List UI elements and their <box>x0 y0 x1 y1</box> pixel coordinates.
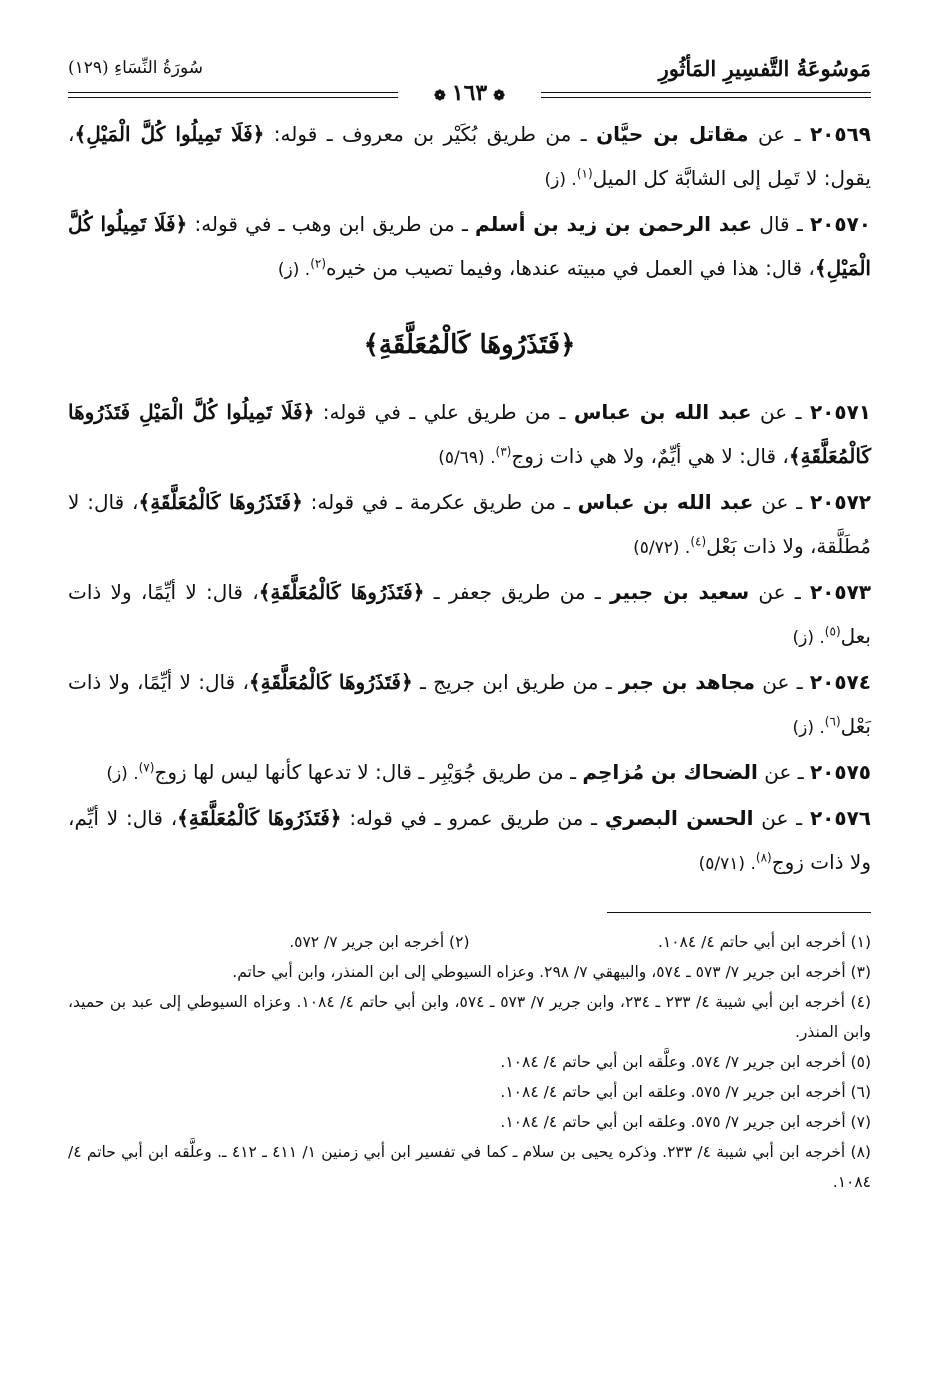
narrator: عبد الله بن عباس <box>577 490 754 514</box>
entry-text: ، قال: لا أيِّم، ولا ذات زوج <box>68 806 871 874</box>
verse-ref: (١٢٩) <box>68 58 109 78</box>
source-ref: . (٥/٦٩) <box>438 448 496 468</box>
header-rule-left <box>68 92 398 98</box>
narrator: الحسن البصري <box>604 806 754 830</box>
source-ref: . (ز) <box>544 170 577 190</box>
footnote-6: (٦) أخرجه ابن جرير ٧/ ٥٧٥. وعلقه ابن أبي حاتم ٤/ ١٠٨٤. <box>500 1083 871 1101</box>
entry-number: ٢٠٥٧٠ <box>809 212 871 236</box>
entry-text: ـ عن <box>748 122 810 146</box>
surah-label <box>68 58 203 78</box>
footnote-5: (٥) أخرجه ابن جرير ٧/ ٥٧٤. وعلَّقه ابن أبي حاتم ٤/ ١٠٨٤. <box>500 1053 871 1071</box>
narrator: مقاتل بن حيَّان <box>596 122 749 146</box>
entry-number: ٢٠٥٧٤ <box>809 670 871 694</box>
footnote-marker[interactable]: (٥) <box>824 624 841 639</box>
entry-text: ـ من طريق علي ـ في قوله: <box>314 400 574 424</box>
page-number: ١٦٣ <box>451 80 488 106</box>
entry-text: ـ عن <box>757 760 810 784</box>
quran-quote: ﴿فَلَا تَمِيلُوا كُلَّ الْمَيْلِ﴾ <box>74 122 265 146</box>
entry-number: ٢٠٥٧٣ <box>809 580 871 604</box>
source-ref: . (٥/٧١) <box>698 854 756 874</box>
quran-quote: ﴿فَتَذَرُوهَا كَالْمُعَلَّقَةِ﴾ <box>138 490 303 514</box>
footnote-3: (٣) أخرجه ابن جرير ٧/ ٥٧٣ ـ ٥٧٤، والبيهقي ٧/ ٢٩٨. وعزاه السيوطي إلى ابن المنذر، وابن أبي حاتم. <box>232 963 871 981</box>
entry-number: ٢٠٥٦٩ <box>809 122 871 146</box>
entries-bottom <box>68 390 871 886</box>
entry-text: ـ من طريق بُكَيْر بن معروف ـ قوله: <box>264 122 597 146</box>
quran-quote: ﴿فَتَذَرُوهَا كَالْمُعَلَّقَةِ﴾ <box>248 670 413 694</box>
footnote-marker[interactable]: (٦) <box>824 714 841 729</box>
footnote-marker[interactable]: (٨) <box>755 850 772 865</box>
source-ref: . (ز) <box>792 628 825 648</box>
entry-text: ـ من طريق جُوَيْبِر ـ قال: لا تدعها كأنها ليس لها زوج <box>154 760 583 784</box>
narrator: الضحاك بن مُزاحِم <box>582 760 758 784</box>
footnote-marker[interactable]: (٣) <box>495 444 512 459</box>
entry-text: ـ عن <box>751 400 810 424</box>
footnote-row <box>68 927 871 957</box>
footnote-marker[interactable]: (١) <box>576 166 593 181</box>
surah-name: سُورَةُ النِّسَاءِ <box>114 58 204 78</box>
ornament-icon: ❁ <box>493 88 505 104</box>
entry <box>68 112 871 202</box>
quran-quote: ﴿فَتَذَرُوهَا كَالْمُعَلَّقَةِ﴾ <box>177 806 342 830</box>
footnote-separator <box>607 912 871 913</box>
entry <box>68 660 871 750</box>
series-title: مَوسُوعَةُ التَّفسِيرِ المَأثُورِ <box>658 56 871 81</box>
entry <box>68 750 871 796</box>
narrator: عبد الله بن عباس <box>573 400 752 424</box>
entry <box>68 390 871 480</box>
entry-text: ، قال: لا مُطَلَّقة، ولا ذات بَعْل <box>68 490 871 558</box>
source-ref: . (٥/٧٢) <box>633 538 691 558</box>
footnote-7: (٧) أخرجه ابن جرير ٧/ ٥٧٥. وعلقه ابن أبي حاتم ٤/ ١٠٨٤. <box>500 1113 871 1131</box>
entry-text: ـ من طريق ابن جريج ـ <box>412 670 619 694</box>
entry-text: ـ قال <box>752 212 810 236</box>
source-ref: . (ز) <box>792 718 825 738</box>
quran-quote: ﴿فَلَا تَمِيلُوا كُلَّ الْمَيْلِ﴾ <box>68 212 871 280</box>
entry-text: ـ من طريق عكرمة ـ في قوله: <box>302 490 578 514</box>
entry-text: ـ عن <box>753 806 810 830</box>
entry-text: ـ عن <box>749 580 810 604</box>
footnote-marker[interactable]: (٢) <box>310 256 327 271</box>
ornament-icon: ❁ <box>434 88 446 104</box>
source-ref: . (ز) <box>106 764 139 784</box>
header-rule-right <box>541 92 871 98</box>
entry-text: ـ من طريق عمرو ـ في قوله: <box>341 806 605 830</box>
entry-text: ، قال: لا أيِّمًا، ولا ذات بعل <box>68 580 871 648</box>
quran-quote: ﴿فَلَا تَمِيلُوا كُلَّ الْمَيْلِ فَتَذَرُوهَا كَالْمُعَلَّقَةِ﴾ <box>68 400 871 468</box>
running-header <box>68 50 871 106</box>
footnote-marker[interactable]: (٧) <box>138 760 155 775</box>
entry-text: ـ من طريق جعفر ـ <box>424 580 611 604</box>
entries-top <box>68 112 871 292</box>
entry-text: ، قال: هذا في العمل في مبيته عندها، وفيما تصيب من خيره <box>326 256 815 280</box>
footnote-1: (١) أخرجه ابن أبي حاتم ٤/ ١٠٨٤. <box>657 933 871 951</box>
entry-text: ـ عن <box>753 490 810 514</box>
entry <box>68 570 871 660</box>
entry-number: ٢٠٥٧٢ <box>809 490 872 514</box>
entry-text: ، قال: لا هي أيِّمٌ، ولا هي ذات زوج <box>511 444 789 468</box>
source-ref: . (ز) <box>277 260 311 280</box>
entry-number: ٢٠٥٧٥ <box>809 760 871 784</box>
entry <box>68 480 871 570</box>
entry-text: ، قال: لا أيِّمًا، ولا ذات بَعْل <box>68 670 871 738</box>
footnote-8: (٨) أخرجه ابن أبي شيبة ٤/ ٢٣٣. وذكره يحيى بن سلام ـ كما في تفسير ابن أبي زمنين ١/ ٤١١ ـ ٤١٢ ـ. وعلَّقه ابن أبي حاتم ٤/ ١٠٨٤. <box>68 1143 871 1191</box>
footnote-4: (٤) أخرجه ابن أبي شيبة ٤/ ٢٣٣ ـ ٢٣٤، وابن جرير ٧/ ٥٧٣ ـ ٥٧٤، وابن أبي حاتم ٤/ ١٠٨٤. وعزاه السيوطي إلى عبد بن حميد، وابن المنذر. <box>68 993 871 1041</box>
narrator: عبد الرحمن بن زيد بن أسلم <box>475 212 753 236</box>
entry-text: ـ عن <box>754 670 810 694</box>
section-heading: ﴿فَتَذَرُوهَا كَالْمُعَلَّقَةِ﴾ <box>363 330 576 360</box>
narrator: مجاهد بن جبر <box>618 670 755 694</box>
entry <box>68 202 871 292</box>
entry-text: ـ من طريق ابن وهب ـ في قوله: <box>187 212 476 236</box>
footnote-2: (٢) أخرجه ابن جرير ٧/ ٥٧٢. <box>289 933 470 951</box>
entry-number: ٢٠٥٧١ <box>809 400 871 424</box>
entry <box>68 796 871 886</box>
narrator: سعيد بن جبير <box>610 580 750 604</box>
footnote-marker[interactable]: (٤) <box>690 534 707 549</box>
footnotes <box>68 927 871 1197</box>
entry-number: ٢٠٥٧٦ <box>809 806 871 830</box>
page-number-block <box>428 80 511 106</box>
quran-quote: ﴿فَتَذَرُوهَا كَالْمُعَلَّقَةِ﴾ <box>258 580 425 604</box>
entry-text: ، يقول: لا تَمِل إلى الشابَّة كل الميل <box>68 122 871 190</box>
